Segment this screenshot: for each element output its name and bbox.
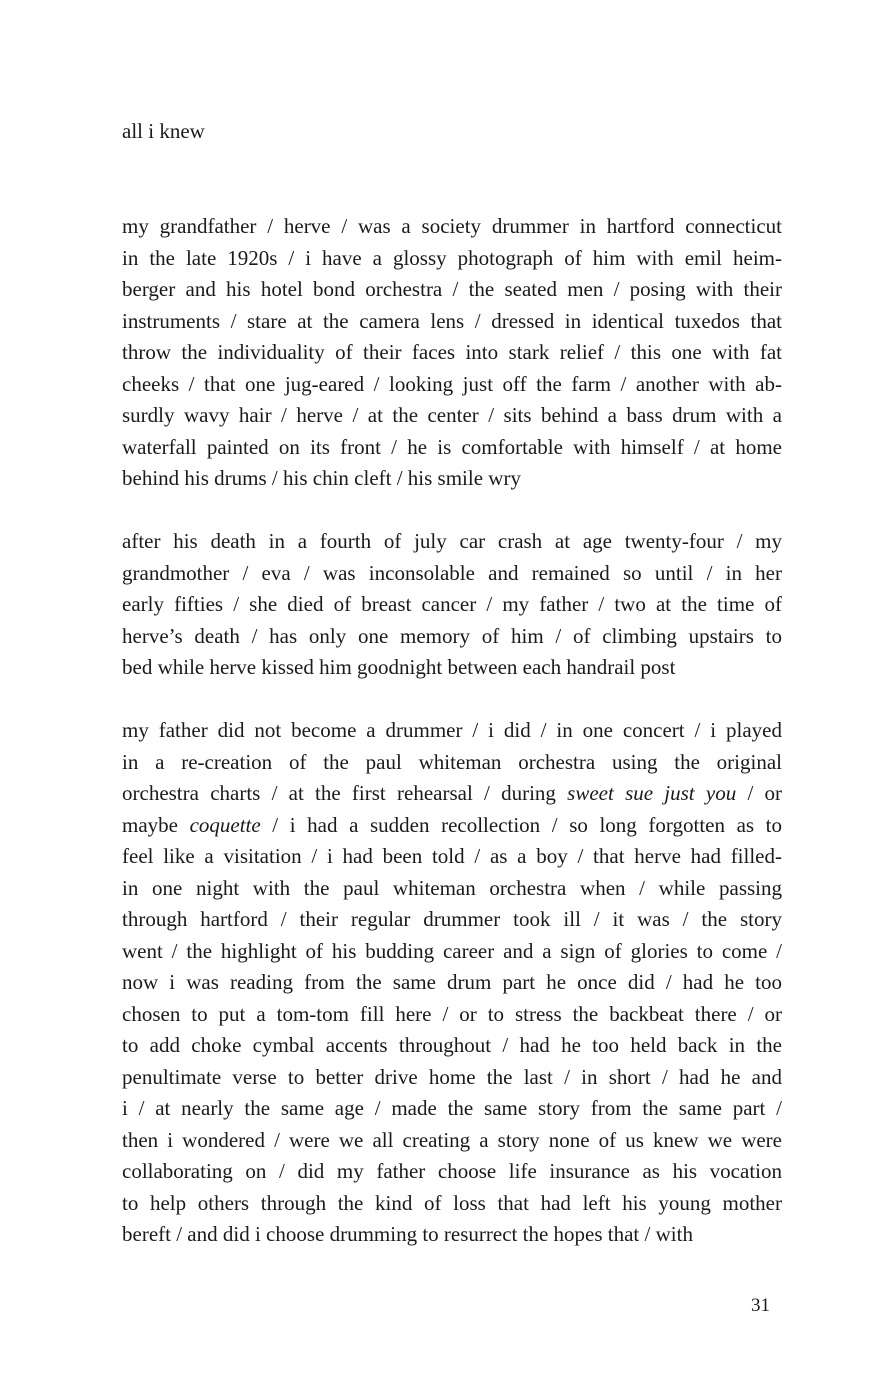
text-segment: herve’s death / has only one memory of him / of climbing upstairs to: [122, 623, 782, 648]
text-segment: in one night with the paul whiteman orchestra when / while passing: [122, 875, 782, 900]
text-segment: went / the highlight of his budding career and a sign of glories to come /: [122, 938, 782, 963]
text-line: [122, 337, 782, 369]
text-line: [122, 243, 782, 275]
text-segment: / or: [736, 781, 783, 805]
text-line: [122, 306, 782, 338]
text-line: [122, 873, 782, 905]
text-line: [122, 747, 782, 779]
page-title: all i knew: [122, 119, 205, 143]
text-segment: bed while herve kissed him goodnight between each handrail post: [122, 655, 676, 679]
text-segment: chosen to put a tom-tom fill here / or to stress the backbeat there / or: [122, 1001, 782, 1026]
text-line: [122, 936, 782, 968]
text-segment: early fifties / she died of breast cancer / my father / two at the time of: [122, 592, 782, 616]
text-line: [122, 1062, 782, 1094]
paragraph-death: [122, 526, 782, 684]
text-segment: my father did not become a drummer / i did / in one concert / i played: [122, 718, 782, 742]
italic-title: sweet sue just you: [567, 781, 737, 805]
text-line: [122, 999, 782, 1031]
text-line: [122, 904, 782, 936]
text-segment: orchestra charts / at the first rehearsal / during: [122, 781, 568, 805]
text-line: [122, 652, 782, 684]
text-segment: behind his drums / his chin cleft / his smile wry: [122, 466, 521, 490]
text-segment: throw the individuality of their faces into stark relief / this one with fat: [122, 340, 782, 364]
text-segment: now i was reading from the same drum part he once did / had he too: [122, 970, 782, 994]
text-line: [122, 369, 782, 401]
text-segment: to help others through the kind of loss that had left his young mother: [122, 1190, 782, 1215]
text-segment: in the late 1920s / i have a glossy photograph of him with emil heim-: [122, 245, 782, 270]
text-segment: maybe: [122, 812, 190, 837]
text-segment: waterfall painted on its front / he is comfortable with himself / at home: [122, 434, 782, 459]
italic-title: coquette: [189, 812, 261, 837]
text-line: [122, 1188, 782, 1220]
text-segment: after his death in a fourth of july car crash at age twenty-four / my: [122, 529, 782, 553]
text-segment: through hartford / their regular drummer took ill / it was / the story: [122, 907, 782, 931]
text-line: [122, 967, 782, 999]
text-segment: feel like a visitation / i had been told / as a boy / that herve had filled-: [122, 844, 782, 868]
text-line: [122, 211, 782, 243]
text-segment: grandmother / eva / was inconsolable and remained so until / in her: [122, 560, 782, 585]
page-number: 31: [751, 1295, 770, 1316]
text-segment: i / at nearly the same age / made the same story from the same part /: [122, 1096, 782, 1120]
text-line: [122, 1219, 782, 1251]
text-segment: surdly wavy hair / herve / at the center / sits behind a bass drum with a: [122, 403, 782, 427]
text-segment: to add choke cymbal accents throughout / had he too held back in the: [122, 1033, 782, 1057]
paragraph-father-drummer: [122, 715, 782, 1251]
text-line: [122, 778, 782, 810]
text-segment: penultimate verse to better drive home the last / in short / had he and: [122, 1064, 782, 1089]
text-line: [122, 400, 782, 432]
text-line: [122, 558, 782, 590]
text-segment: then i wondered / were we all creating a story none of us knew we were: [122, 1127, 782, 1152]
text-line: [122, 1156, 782, 1188]
text-line: [122, 463, 782, 495]
text-line: [122, 589, 782, 621]
text-line: [122, 841, 782, 873]
text-segment: bereft / and did i choose drumming to resurrect the hopes that / with: [122, 1222, 693, 1246]
text-line: [122, 1125, 782, 1157]
text-line: [122, 432, 782, 464]
text-line: [122, 1093, 782, 1125]
text-line: [122, 526, 782, 558]
text-segment: collaborating on / did my father choose life insurance as his vocation: [122, 1159, 782, 1183]
text-line: [122, 1030, 782, 1062]
text-line: [122, 715, 782, 747]
text-line: [122, 274, 782, 306]
text-segment: instruments / stare at the camera lens / dressed in identical tuxedos that: [122, 308, 782, 333]
text-line: [122, 810, 782, 842]
text-segment: berger and his hotel bond orchestra / the seated men / posing with their: [122, 277, 782, 301]
text-segment: / i had a sudden recollection / so long forgotten as to: [260, 812, 782, 837]
text-segment: cheeks / that one jug-eared / looking just off the farm / another with ab-: [122, 371, 782, 396]
text-segment: my grandfather / herve / was a society drummer in hartford connecticut: [122, 214, 782, 238]
text-segment: in a re-creation of the paul whiteman orchestra using the original: [122, 749, 782, 774]
text-line: [122, 621, 782, 653]
paragraph-grandfather: [122, 211, 782, 495]
